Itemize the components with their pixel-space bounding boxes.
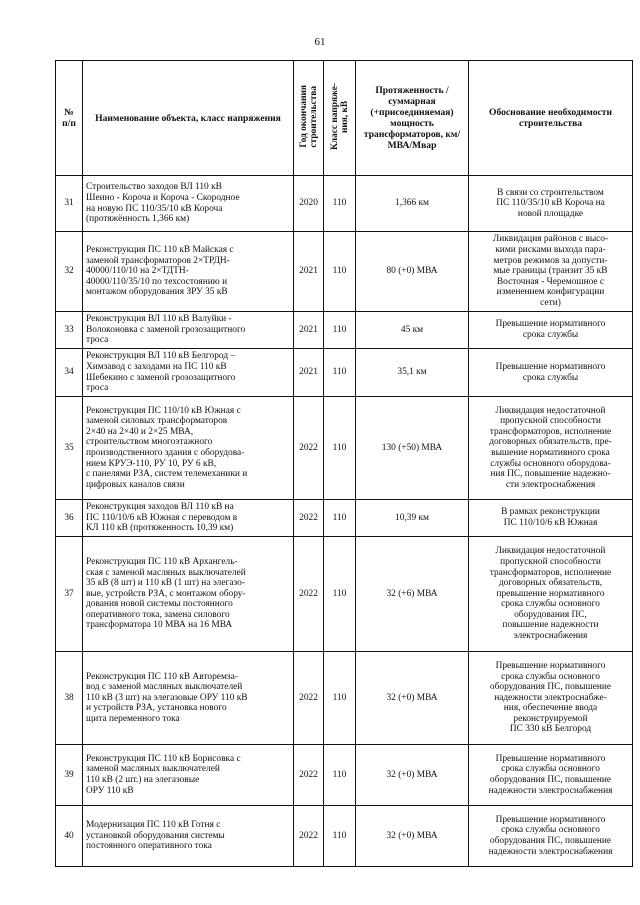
header-voltage: Класс напряже- ния, кВ: [324, 61, 356, 176]
row-num: 38: [56, 652, 83, 745]
table-row: [56, 806, 633, 867]
row-num: 39: [56, 745, 83, 806]
row-voltage: 110: [324, 500, 356, 537]
header-name: Наименование объекта, класс напряжения: [83, 61, 294, 176]
row-capacity: 45 км: [356, 312, 469, 349]
table-row: [56, 232, 633, 312]
row-voltage: 110: [324, 349, 356, 397]
page-number: 61: [314, 36, 326, 48]
header-reason: Обоснование необходимости строительства: [469, 61, 633, 176]
row-name: Реконструкция ПС 110 кВ Авторемза- вод с заменой масляных выключателей 110 кВ (3 шт) на элегазовые ОРУ 110 кВ и устройств РЗА, установка нового щита переменного тока: [83, 652, 294, 745]
row-name: Реконструкция ПС 110 кВ Борисовка с заменой масляных выключателей 110 кВ (2 шт.) на элегазовые ОРУ 110 кВ: [83, 745, 294, 806]
row-num: 35: [56, 397, 83, 500]
row-capacity: 32 (+0) МВА: [356, 745, 469, 806]
row-reason: Ликвидация недостаточной пропускной способности трансформаторов, исполнение договорных обязательств, пре- вышение нормативного срока службы основного оборудова- ния ПС, повышение надежно- сти электроснабжения: [469, 397, 633, 500]
row-year: 2022: [294, 537, 324, 652]
row-year: 2021: [294, 232, 324, 312]
row-reason: Превышение нормативного срока службы основного оборудования ПС, повышение надежности электроснабжения: [469, 745, 633, 806]
table-row: [56, 652, 633, 745]
table-row: [56, 537, 633, 652]
row-voltage: 110: [324, 652, 356, 745]
row-year: 2022: [294, 806, 324, 867]
header-num: № п/п: [56, 61, 83, 176]
row-year: 2022: [294, 745, 324, 806]
row-reason: Ликвидация недостаточной пропускной способности трансформаторов, исполнение договорных обязательств, превышение нормативного срока службы основного оборудования ПС, повышение надежности электроснабжения: [469, 537, 633, 652]
row-num: 34: [56, 349, 83, 397]
row-capacity: 32 (+0) МВА: [356, 652, 469, 745]
construction-projects-table: [55, 60, 633, 867]
row-name: Реконструкция заходов ВЛ 110 кВ на ПС 110/10/6 кВ Южная с переводом в КЛ 110 кВ (протяженность 10,39 км): [83, 500, 294, 537]
row-voltage: 110: [324, 537, 356, 652]
row-year: 2021: [294, 349, 324, 397]
table-row: [56, 312, 633, 349]
row-num: 36: [56, 500, 83, 537]
row-capacity: 35,1 км: [356, 349, 469, 397]
row-reason: Ликвидация районов с высо- кими рисками выхода пара- метров режимов за допусти- мые границы (транзит 35 кВ Восточная - Черемошное с изменением конфигурации сети): [469, 232, 633, 312]
row-capacity: 32 (+0) МВА: [356, 806, 469, 867]
table-row: [56, 745, 633, 806]
row-num: 32: [56, 232, 83, 312]
table-header-row: [56, 61, 633, 176]
row-num: 40: [56, 806, 83, 867]
row-reason: В связи со строительством ПС 110/35/10 кВ Короча на новой площадке: [469, 176, 633, 232]
row-name: Модернизация ПС 110 кВ Готня с установкой оборудования системы постоянного оперативного тока: [83, 806, 294, 867]
row-voltage: 110: [324, 397, 356, 500]
row-year: 2022: [294, 652, 324, 745]
row-reason: Превышение нормативного срока службы: [469, 312, 633, 349]
row-capacity: 130 (+50) МВА: [356, 397, 469, 500]
row-name: Строительство заходов ВЛ 110 кВ Шеино - Короча и Короча - Скородное на новую ПС 110/35/10 кВ Короча (протяжённость 1,366 км): [83, 176, 294, 232]
row-num: 33: [56, 312, 83, 349]
row-reason: Превышение нормативного срока службы основного оборудования ПС, повышение надежности электроснабжения: [469, 806, 633, 867]
row-capacity: 80 (+0) МВА: [356, 232, 469, 312]
row-name: Реконструкция ВЛ 110 кВ Валуйки - Волоконовка с заменой грозозащитного троса: [83, 312, 294, 349]
row-num: 37: [56, 537, 83, 652]
row-year: 2020: [294, 176, 324, 232]
row-name: Реконструкция ПС 110 кВ Майская с заменой трансформаторов 2×ТРДН- 40000/110/10 на 2×ТДТН- 40000/110/35/10 по техсостоянию и монтажом оборудования ЗРУ 35 кВ: [83, 232, 294, 312]
table-row: [56, 397, 633, 500]
row-voltage: 110: [324, 312, 356, 349]
row-year: 2022: [294, 500, 324, 537]
row-capacity: 10,39 км: [356, 500, 469, 537]
row-reason: В рамках реконструкции ПС 110/10/6 кВ Южная: [469, 500, 633, 537]
row-year: 2021: [294, 312, 324, 349]
table-row: [56, 176, 633, 232]
table-row: [56, 349, 633, 397]
header-year: Год окончания строительства: [294, 61, 324, 176]
row-capacity: 32 (+6) МВА: [356, 537, 469, 652]
row-reason: Превышение нормативного срока службы основного оборудования ПС, повышение надежности электроснабже- ния, обеспечение ввода реконструируемой ПС 330 кВ Белгород: [469, 652, 633, 745]
row-voltage: 110: [324, 232, 356, 312]
row-voltage: 110: [324, 745, 356, 806]
row-num: 31: [56, 176, 83, 232]
row-year: 2022: [294, 397, 324, 500]
table-row: [56, 500, 633, 537]
row-voltage: 110: [324, 806, 356, 867]
row-capacity: 1,366 км: [356, 176, 469, 232]
row-name: Реконструкция ПС 110/10 кВ Южная с заменой силовых трансформаторов 2×40 на 2×40 и 2×25 МВА, строительством многоэтажного производственного здания с оборудова- нием КРУЭ-110, РУ 10, РУ 6 кВ, с панелями РЗА, систем телемеханики и цифровых каналов связи: [83, 397, 294, 500]
row-reason: Превышение нормативного срока службы: [469, 349, 633, 397]
row-name: Реконструкция ВЛ 110 кВ Белгород – Химзавод с заходами на ПС 110 кВ Шебекино с заменой грозозащитного троса: [83, 349, 294, 397]
header-capacity: Протяженность / суммарная (+присоединяемая) мощность трансформаторов, км/МВА/Мвар: [356, 61, 469, 176]
row-name: Реконструкция ПС 110 кВ Архангель- ская с заменой масляных выключателей 35 кВ (8 шт) и 110 кВ (1 шт) на элегазо- вые, устройств РЗА, с монтажом обору- дования новой системы постоянного оперативного тока, замена силового трансформатора 10 МВА на 16 МВА: [83, 537, 294, 652]
row-voltage: 110: [324, 176, 356, 232]
